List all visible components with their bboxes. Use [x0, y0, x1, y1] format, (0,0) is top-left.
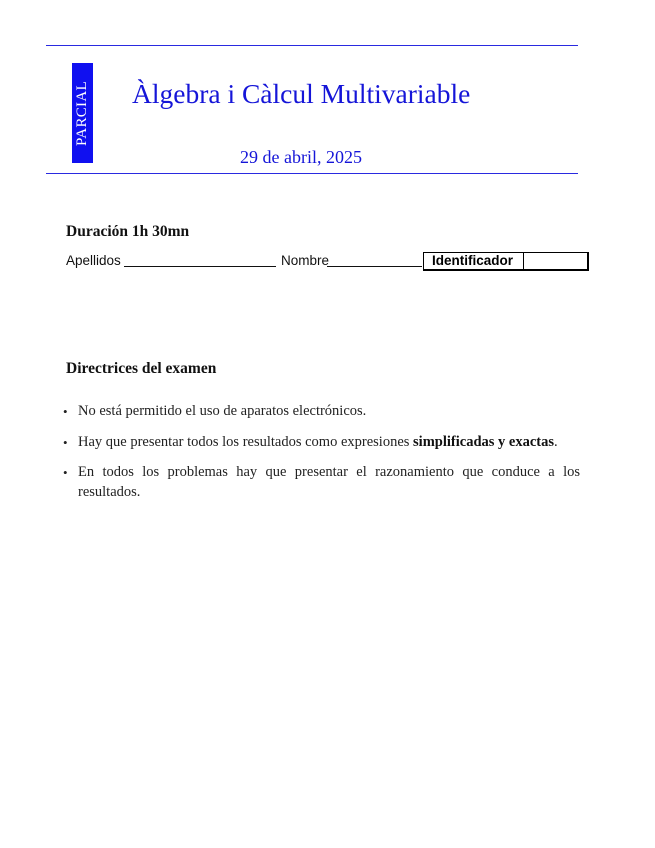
- identifier-box: [423, 252, 589, 271]
- identifier-label: Identificador: [424, 253, 524, 269]
- surname-field[interactable]: [124, 266, 276, 267]
- guideline-emphasis: simplificadas y exactas: [413, 433, 554, 450]
- course-title: Àlgebra i Càlcul Multivariable: [132, 78, 471, 109]
- bullet-icon: •: [63, 434, 68, 450]
- bullet-icon: •: [63, 465, 68, 480]
- header-bottom-rule: [46, 173, 578, 174]
- guideline-item: [62, 463, 580, 502]
- exam-duration: Duración 1h 30mn: [66, 223, 190, 240]
- guideline-text: En todos los problemas hay que presentar el razonamiento que conduce a los resultados.: [78, 464, 580, 500]
- guidelines-list: [62, 402, 580, 513]
- name-label: Nombre: [281, 253, 330, 268]
- surname-label: Apellidos: [66, 253, 121, 268]
- identifier-field[interactable]: [525, 253, 587, 269]
- name-field[interactable]: [327, 266, 422, 267]
- bullet-icon: •: [63, 404, 68, 419]
- header-top-rule: [46, 45, 578, 46]
- guideline-text: Hay que presentar todos los resultados como expresiones: [78, 433, 414, 450]
- guideline-item: [62, 402, 580, 422]
- exam-date: 29 de abril, 2025: [240, 147, 362, 167]
- guideline-text: No está permitido el uso de aparatos electrónicos.: [78, 403, 367, 419]
- guidelines-title: Directrices del examen: [66, 360, 217, 377]
- guideline-item: [62, 433, 580, 453]
- exam-type-badge: [72, 63, 93, 163]
- exam-type-badge-text: PARCIAL: [74, 80, 90, 146]
- guideline-text-end: .: [554, 433, 558, 450]
